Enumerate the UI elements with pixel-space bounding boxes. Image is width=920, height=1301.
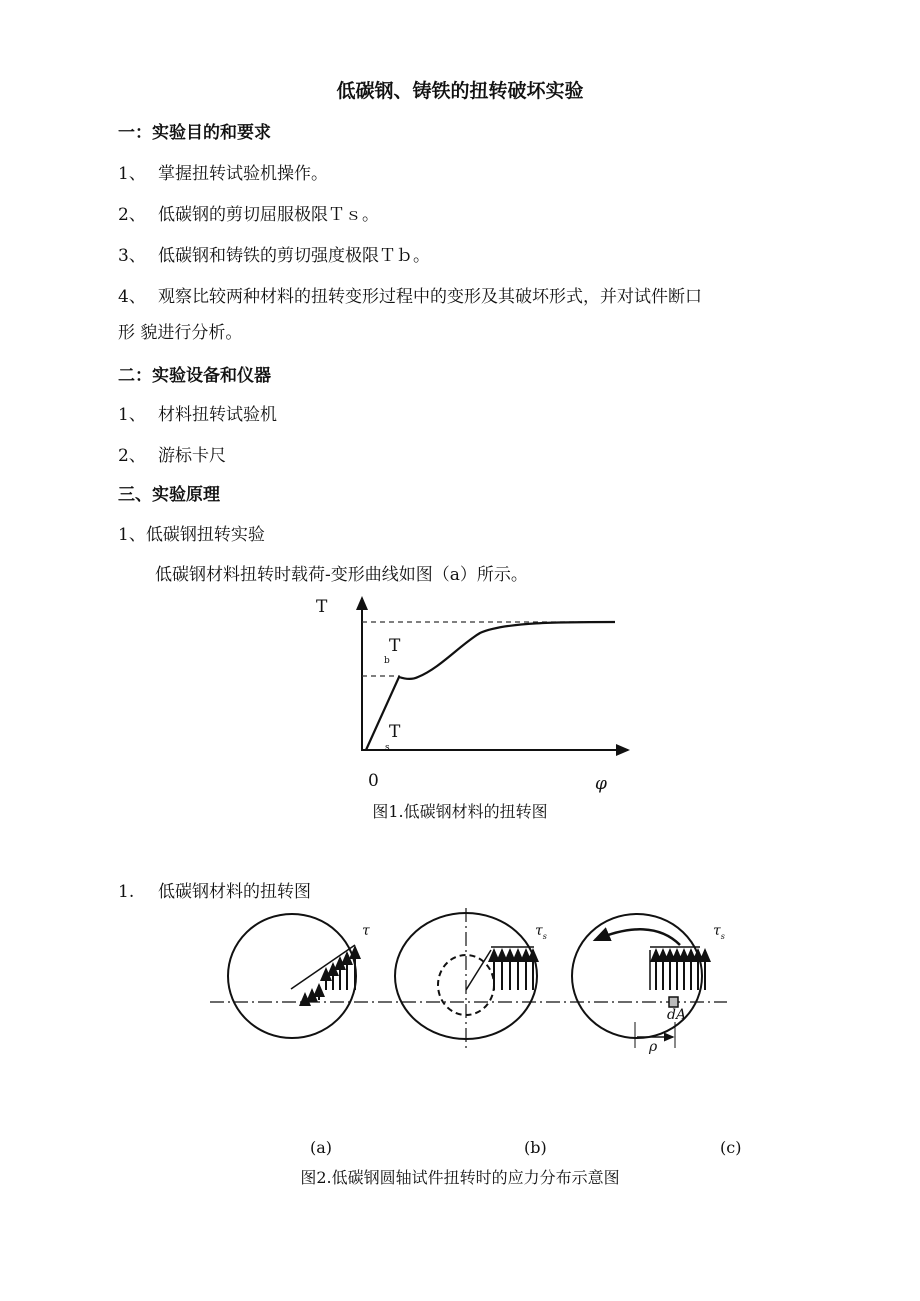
paragraph: 低碳钢材料扭转时载荷-变形曲线如图（a）所示。 [155,565,528,585]
item-text: 低碳钢和铸铁的剪切强度极限Ｔｂ。 [158,246,430,266]
rho-label: ρ [649,1039,658,1055]
figure-1-caption: 图1.低碳钢材料的扭转图 [372,802,548,821]
y-axis-label: T [316,597,328,617]
section-heading-2: 二：实验设备和仪器 [118,366,271,386]
tau-label: τ [362,923,370,939]
ts-subscript: s [385,743,390,753]
subfigure-label-a: (a) [310,1138,333,1157]
subfigure-label-b: (b) [524,1138,547,1157]
stress-arrows-b [494,950,533,990]
x-axis-label: φ [595,774,607,794]
dA-label: dA [667,1007,687,1023]
list-item-continuation: 形 貌进行分析。 [118,323,243,343]
item-number: 1、 [118,164,146,184]
section-heading-1: 一：实验目的和要求 [118,123,271,143]
item-number: 3、 [118,246,146,266]
tau-symbol: τ [713,923,721,939]
rotation-arrow [595,929,680,945]
subsection-heading: 1、低碳钢扭转实验 [118,525,265,545]
tau-subscript: s [542,931,547,941]
tb-subscript: b [384,656,390,666]
item-text: 观察比较两种材料的扭转变形过程中的变形及其破坏形式，并对试件断口 [158,287,702,307]
figure-2-caption: 图2.低碳钢圆轴试件扭转时的应力分布示意图 [300,1168,620,1187]
page-title: 低碳钢、铸铁的扭转破坏实验 [336,80,584,102]
stress-arrows-c [656,950,705,990]
tb-label: T [389,636,401,656]
circle-a [228,914,356,1038]
item-text: 掌握扭转试验机操作。 [158,164,328,184]
item-number: 2、 [118,205,146,225]
item-text: 材料扭转试验机 [158,405,277,425]
tau-symbol: τ [535,923,543,939]
item-number: 2、 [118,446,146,466]
tau-s-label-c [713,924,725,941]
origin-label: 0 [368,771,379,791]
item-text: 低碳钢材料的扭转图 [158,882,311,902]
section-heading-3: 三、实验原理 [118,485,220,505]
tau-subscript: s [720,931,725,941]
tau-s-label-b [535,924,547,941]
item-text: 游标卡尺 [158,446,226,466]
ts-label: T [389,722,401,742]
item-number: 4、 [118,287,146,307]
item-number: 1. [118,882,135,902]
item-number: 1、 [118,405,146,425]
area-element-dA [669,997,678,1007]
subfigure-label-c: (c) [720,1138,742,1157]
item-text: 低碳钢的剪切屈服极限Ｔｓ。 [158,205,379,225]
